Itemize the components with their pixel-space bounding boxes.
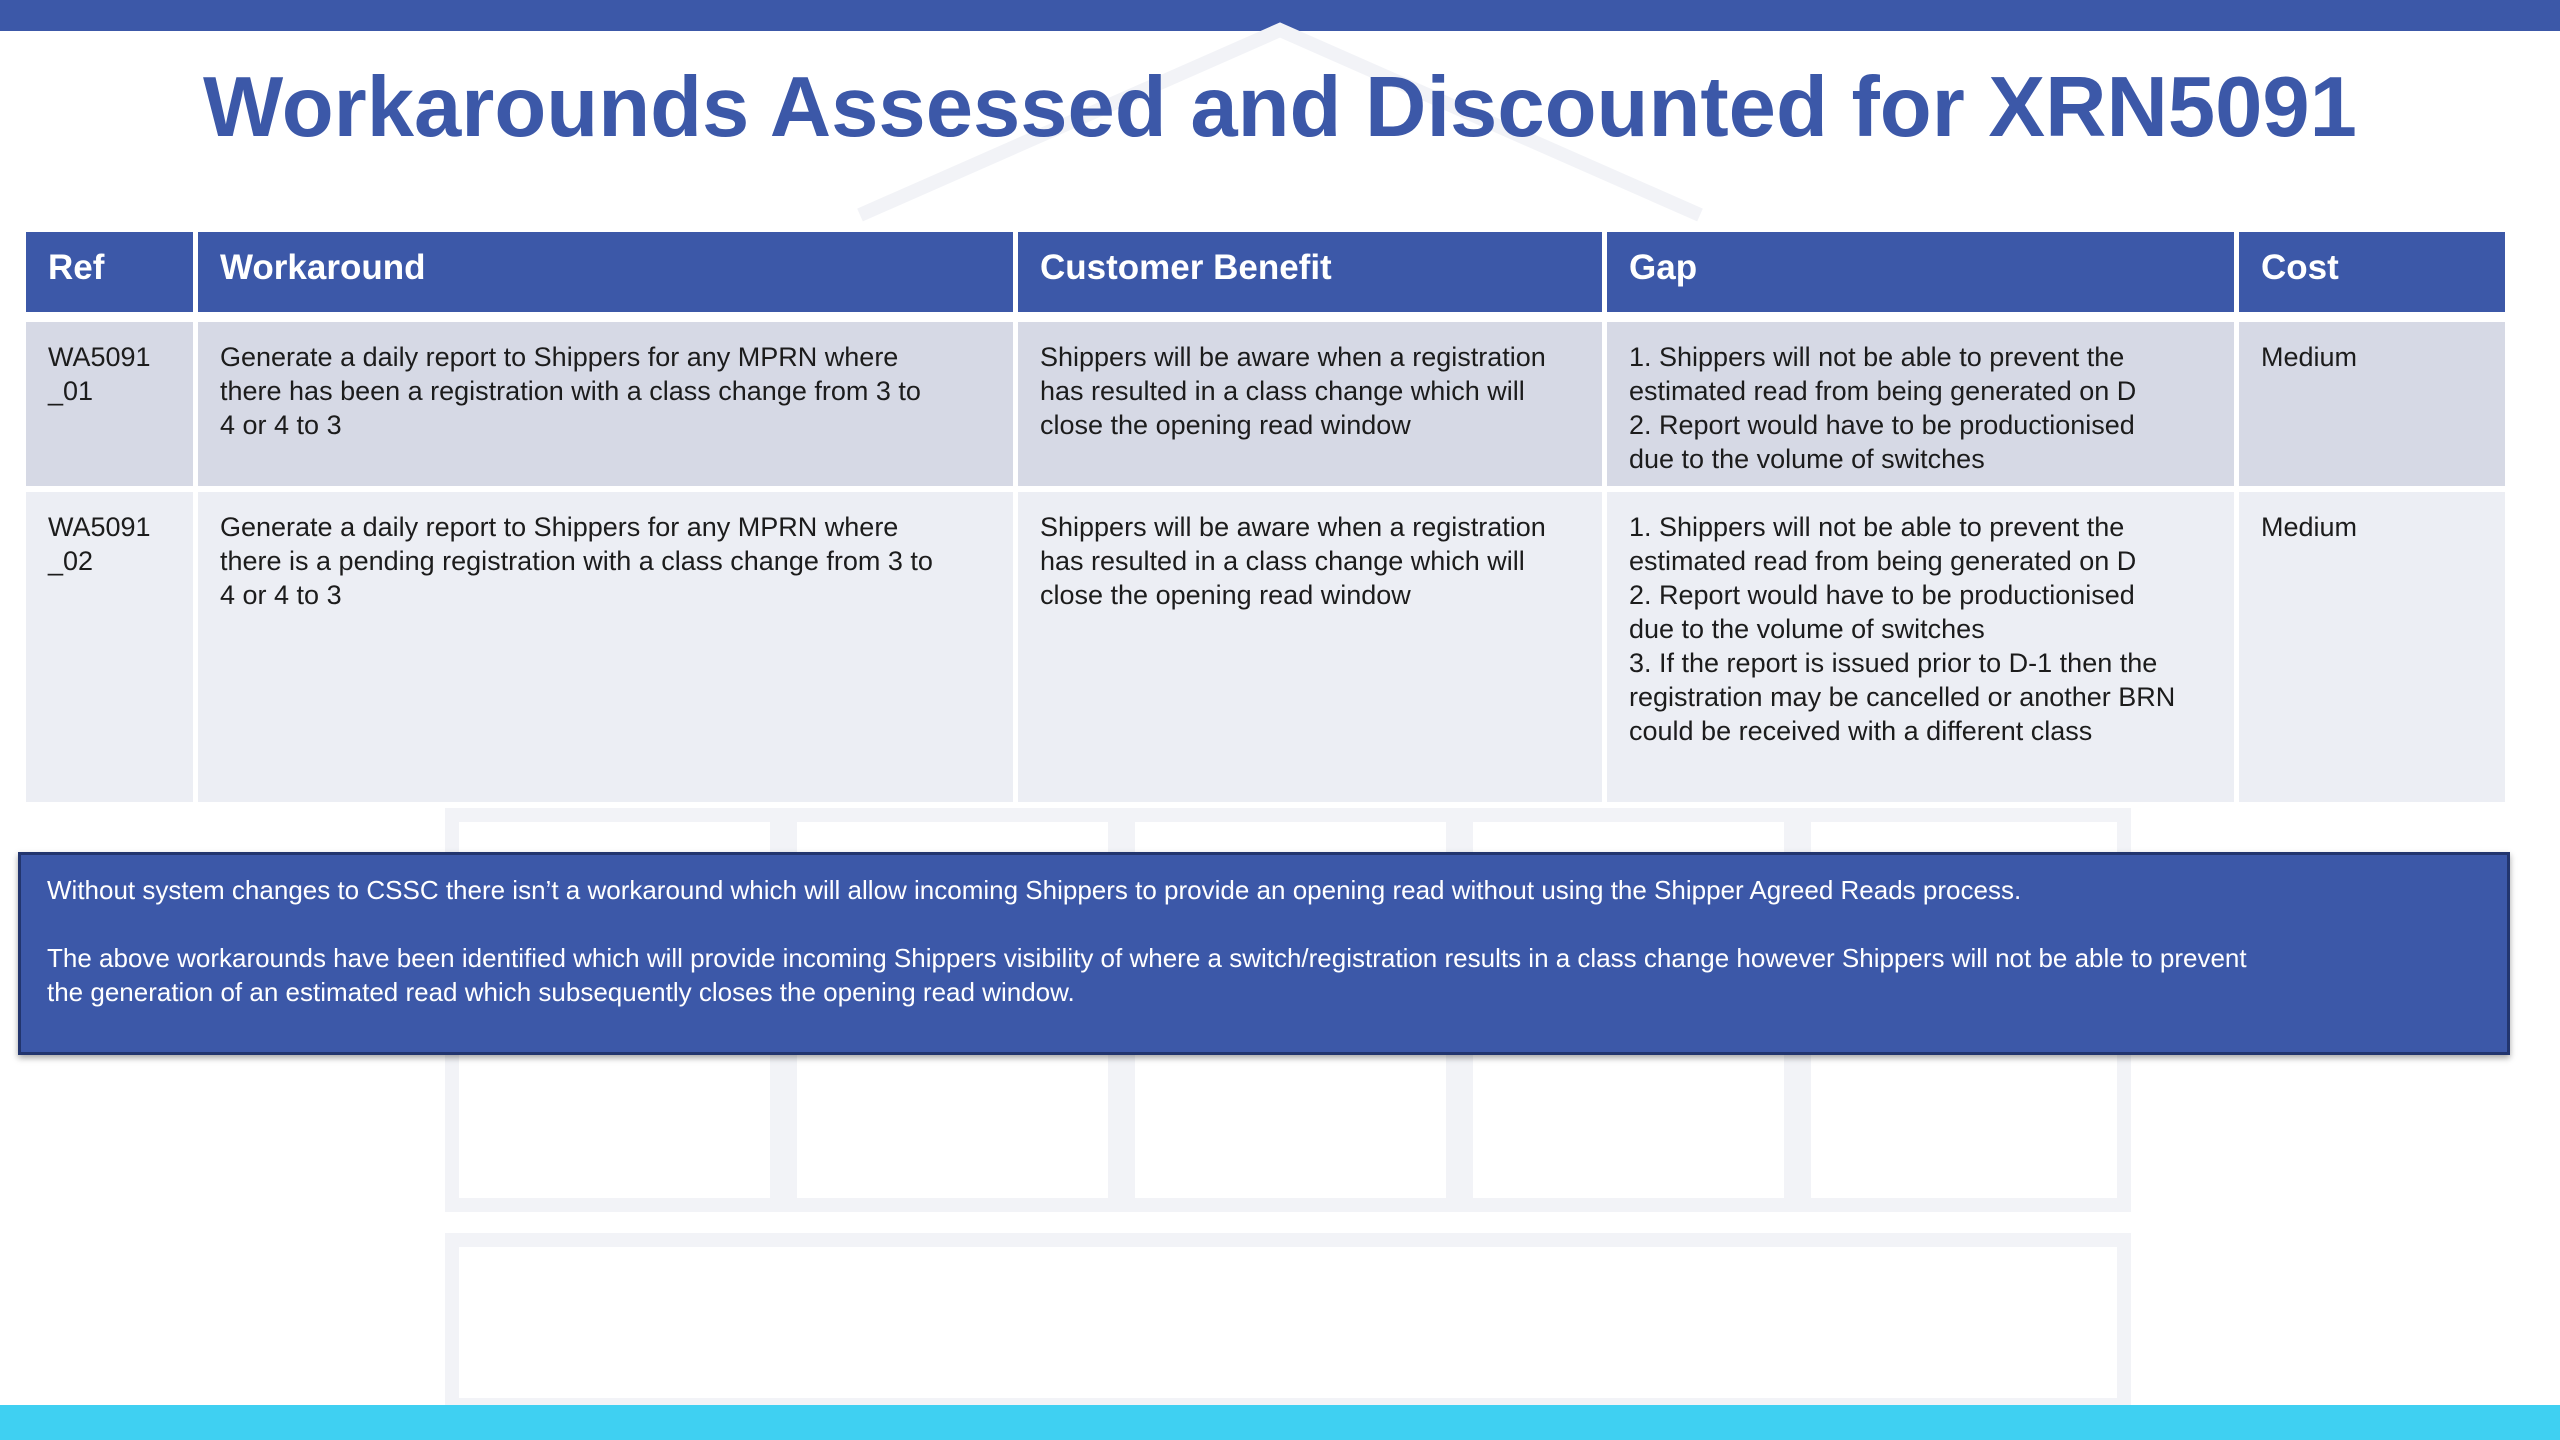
gap-cell: [1605, 317, 2237, 489]
workaround-line: 4 or 4 to 3: [220, 410, 342, 440]
workaround-line: Generate a daily report to Shippers for any MPRN where: [220, 512, 899, 542]
gap-line: estimated read from being generated on D: [1629, 376, 2137, 406]
workarounds-table: [21, 232, 2510, 808]
ref-line: WA5091: [48, 512, 151, 542]
header-cost: Cost: [2237, 232, 2508, 317]
cost-cell: Medium: [2237, 489, 2508, 805]
benefit-line: has resulted in a class change which will: [1040, 376, 1525, 406]
ref-cell: [24, 489, 196, 805]
table-row: [24, 489, 2508, 805]
summary-line: the generation of an estimated read which subsequently closes the opening read window.: [47, 977, 1075, 1007]
header-gap: Gap: [1605, 232, 2237, 317]
ref-line: _01: [48, 376, 94, 406]
workaround-line: there has been a registration with a class change from 3 to: [220, 376, 921, 406]
ref-line: _02: [48, 546, 94, 576]
workaround-line: there is a pending registration with a class change from 3 to: [220, 546, 933, 576]
gap-line: 3. If the report is issued prior to D-1 then the: [1629, 648, 2158, 678]
bottom-accent-bar: [0, 1405, 2560, 1440]
header-customer-benefit: Customer Benefit: [1016, 232, 1605, 317]
gap-line: estimated read from being generated on D: [1629, 546, 2137, 576]
benefit-cell: [1016, 317, 1605, 489]
workaround-line: Generate a daily report to Shippers for any MPRN where: [220, 342, 899, 372]
header-ref: Ref: [24, 232, 196, 317]
top-accent-bar: [0, 0, 2560, 31]
gap-line: due to the volume of switches: [1629, 444, 1985, 474]
summary-paragraph: [47, 941, 2481, 1009]
gap-line: 1. Shippers will not be able to prevent the: [1629, 342, 2125, 372]
workaround-cell: [196, 489, 1016, 805]
benefit-cell: [1016, 489, 1605, 805]
gap-cell: [1605, 489, 2237, 805]
benefit-line: Shippers will be aware when a registration: [1040, 342, 1546, 372]
gap-line: 2. Report would have to be productionised: [1629, 580, 2135, 610]
gap-line: 2. Report would have to be productionised: [1629, 410, 2135, 440]
workaround-cell: [196, 317, 1016, 489]
page-title: Workarounds Assessed and Discounted for XRN5091: [203, 60, 2357, 155]
summary-paragraph: Without system changes to CSSC there isn’t a workaround which will allow incoming Shippers to provide an opening read without using the Shipper Agreed Reads process.: [47, 875, 2022, 905]
ref-cell: [24, 317, 196, 489]
table-header-row: [24, 232, 2508, 317]
gap-line: due to the volume of switches: [1629, 614, 1985, 644]
summary-line: The above workarounds have been identified which will provide incoming Shippers visibility of where a switch/registration results in a class change however Shippers will not be able to prevent: [47, 943, 2247, 973]
benefit-line: has resulted in a class change which will: [1040, 546, 1525, 576]
benefit-line: close the opening read window: [1040, 580, 1411, 610]
table-row: [24, 317, 2508, 489]
ref-line: WA5091: [48, 342, 151, 372]
header-workaround: Workaround: [196, 232, 1016, 317]
gap-line: could be received with a different class: [1629, 716, 2093, 746]
benefit-line: close the opening read window: [1040, 410, 1411, 440]
summary-box: [18, 852, 2510, 1055]
workaround-line: 4 or 4 to 3: [220, 580, 342, 610]
gap-line: registration may be cancelled or another BRN: [1629, 682, 2176, 712]
cost-cell: Medium: [2237, 317, 2508, 489]
benefit-line: Shippers will be aware when a registration: [1040, 512, 1546, 542]
gap-line: 1. Shippers will not be able to prevent the: [1629, 512, 2125, 542]
